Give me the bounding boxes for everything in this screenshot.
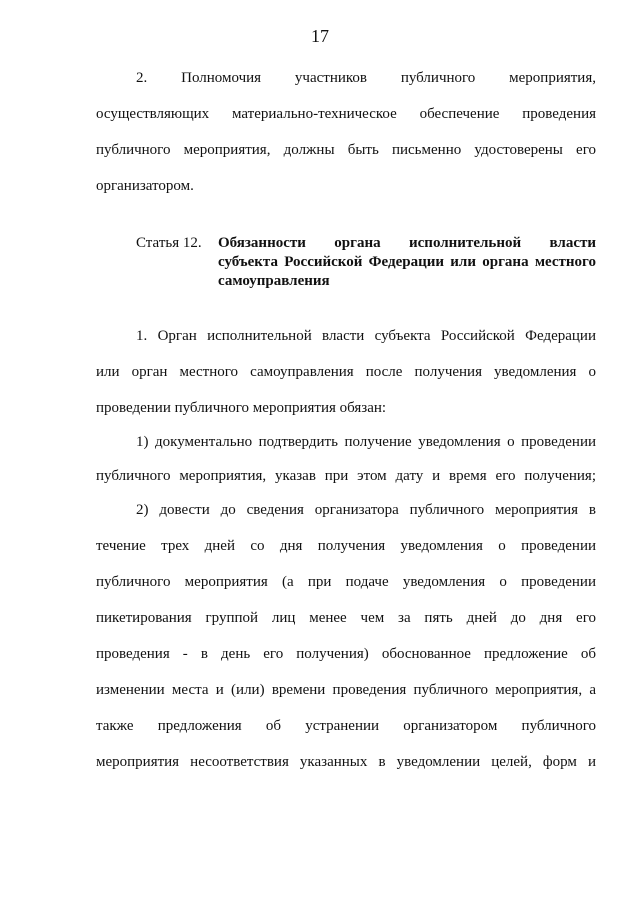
text-line: 1) документально подтвердить получение уведомления о проведении (136, 434, 596, 450)
text-line: течение трех дней со дня получения уведомления о проведении (96, 538, 596, 554)
text-line: пикетирования группой лиц менее чем за пять дней до дня его (96, 610, 596, 626)
text-line: 1. Орган исполнительной власти субъекта Российской Федерации (136, 328, 596, 344)
text-line: изменении места и (или) времени проведения публичного мероприятия, а (96, 682, 596, 698)
page-number: 17 (311, 26, 329, 46)
text-line: 2) довести до сведения организатора публичного мероприятия в (136, 502, 596, 518)
text-line: 2. Полномочия участников публичного мероприятия, (136, 70, 596, 86)
text-line: организатором. (96, 178, 194, 194)
article-title-line: Обязанности органа исполнительной власти (218, 235, 596, 251)
article-label: Статья 12. (136, 235, 202, 251)
text-line: публичного мероприятия, указав при этом дату и время его получения; (96, 468, 596, 484)
text-line: проведении публичного мероприятия обязан: (96, 400, 387, 416)
article-title-line: субъекта Российской Федерации или органа местного (218, 254, 596, 270)
text-line: публичного мероприятия (а при подаче уведомления о проведении (96, 574, 596, 590)
article-title-line: самоуправления (218, 273, 330, 289)
article-title (218, 234, 596, 291)
text-line: публичного мероприятия, должны быть письменно удостоверены его (96, 142, 596, 158)
text-line: или орган местного самоуправления после получения уведомления о (96, 364, 596, 380)
text-line: мероприятия несоответствия указанных в уведомлении целей, форм и (96, 754, 596, 770)
text-line: проведения - в день его получения) обоснованное предложение об (96, 646, 596, 662)
text-line: осуществляющих материально-техническое обеспечение проведения (96, 106, 596, 122)
text-line: также предложения об устранении организатором публичного (96, 718, 596, 734)
